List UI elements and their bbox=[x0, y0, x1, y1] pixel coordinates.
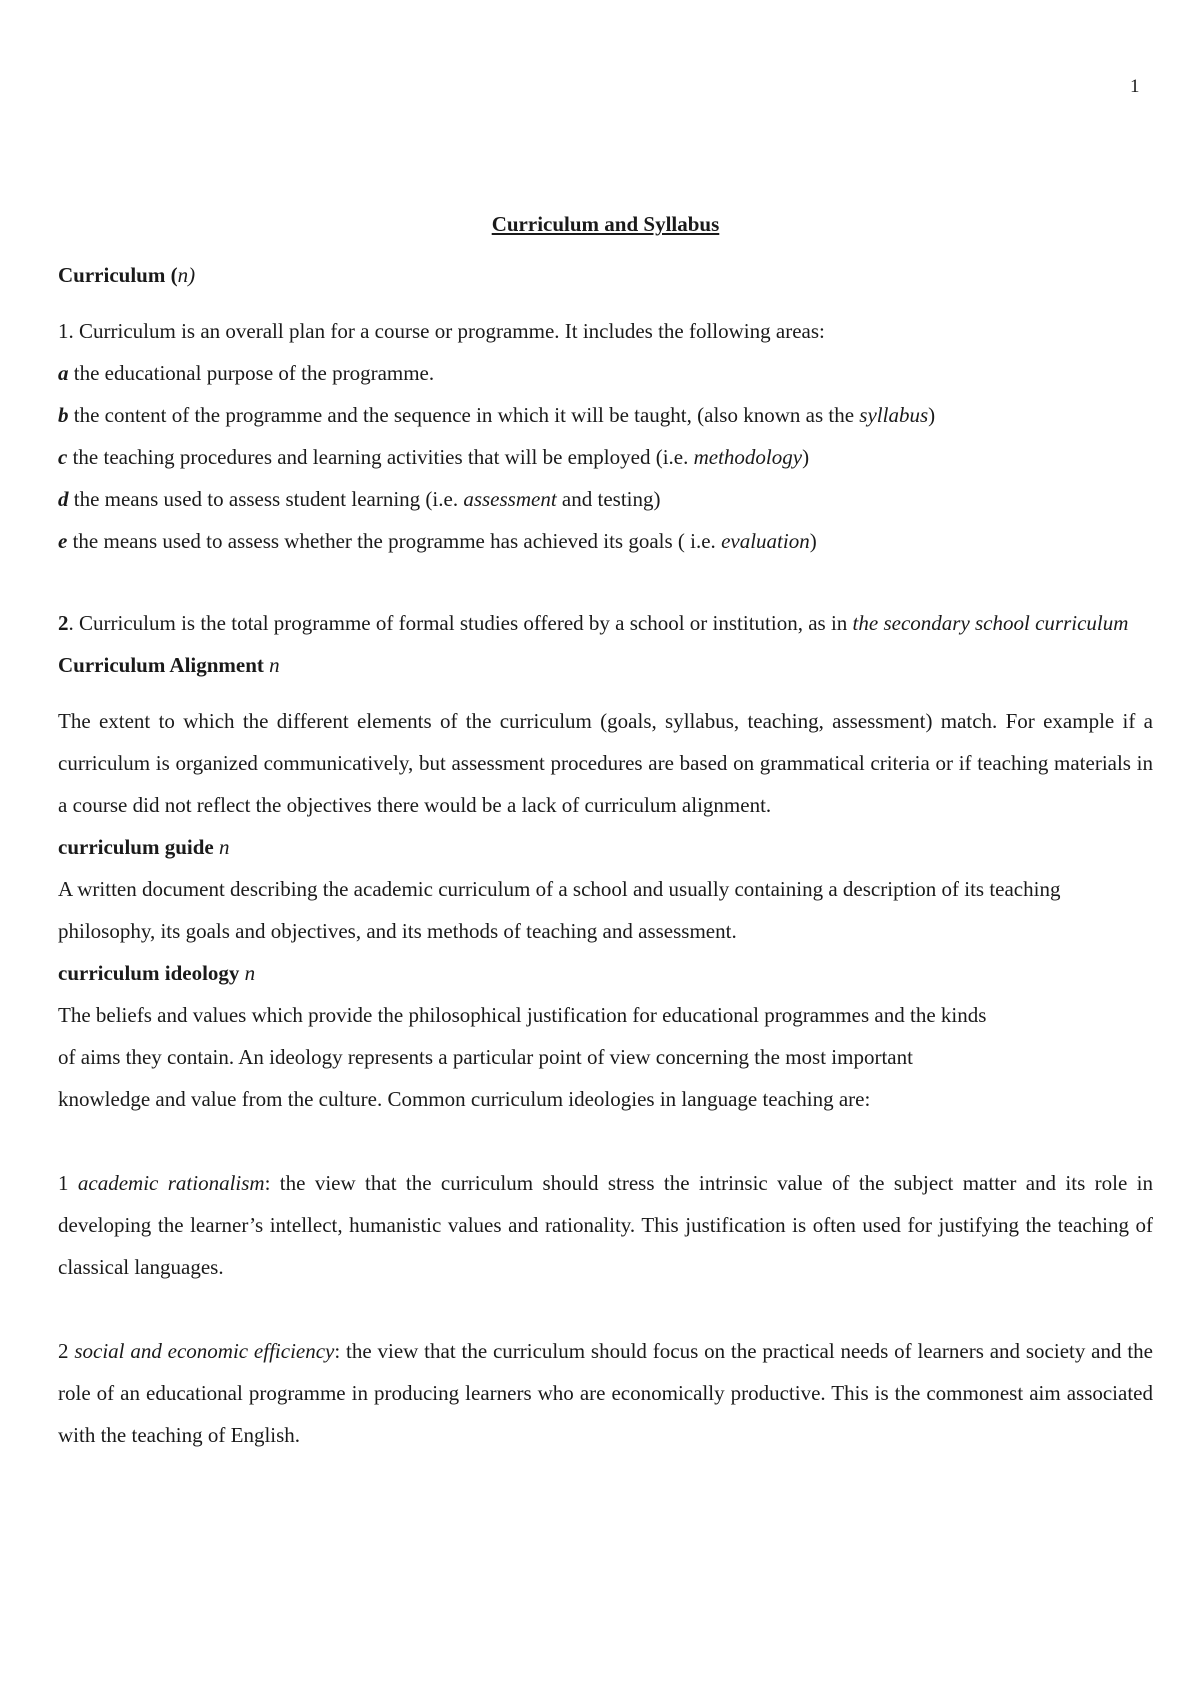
item-label: b bbox=[58, 403, 69, 427]
document-body bbox=[58, 208, 1153, 1456]
term-curriculum-ideology: curriculum ideology bbox=[58, 961, 240, 985]
list-item bbox=[58, 478, 1153, 520]
list-item bbox=[58, 436, 1153, 478]
ideology-definition-line: of aims they contain. An ideology represents a particular point of view concerning the most important bbox=[58, 1045, 913, 1069]
list-item bbox=[58, 394, 1153, 436]
document-title: Curriculum and Syllabus bbox=[491, 212, 720, 236]
definition-2-text: . Curriculum is the total programme of formal studies offered by a school or institution, as in bbox=[68, 611, 853, 635]
entry-heading-guide bbox=[58, 826, 1153, 868]
pos-curriculum-close: ) bbox=[188, 263, 196, 287]
pos-curriculum-letter: n bbox=[177, 263, 189, 287]
item-text: the means used to assess student learning (i.e. bbox=[73, 487, 464, 511]
term-curriculum-alignment: Curriculum Alignment bbox=[58, 653, 264, 677]
item-text-after: ) bbox=[809, 529, 817, 553]
ideology-item-text: : the view that the curriculum should focus on the practical needs of learners and society and the role of an educational programme in producing learners who are economically productive. This is the commonest aim associated with the teaching of English. bbox=[58, 1339, 1153, 1447]
definition-2-number: 2 bbox=[58, 611, 69, 635]
ideology-item-name: social and economic efficiency bbox=[74, 1339, 335, 1363]
ideology-item-name: academic rationalism bbox=[77, 1171, 265, 1195]
item-text-after: ) bbox=[802, 445, 810, 469]
item-label: d bbox=[58, 487, 69, 511]
ideology-definition-line: The beliefs and values which provide the philosophical justification for educational programmes and the kinds bbox=[58, 1003, 987, 1027]
item-label: a bbox=[58, 361, 69, 385]
term-curriculum: Curriculum bbox=[58, 263, 166, 287]
list-item bbox=[58, 352, 1153, 394]
entry-heading-ideology bbox=[58, 952, 1153, 994]
ideology-item bbox=[58, 1330, 1153, 1456]
list-item bbox=[58, 520, 1153, 562]
term-curriculum-guide: curriculum guide bbox=[58, 835, 214, 859]
item-text: the means used to assess whether the programme has achieved its goals ( i.e. bbox=[72, 529, 722, 553]
item-text: the content of the programme and the sequence in which it will be taught, (also known as the bbox=[73, 403, 860, 427]
pos-guide: n bbox=[219, 835, 230, 859]
page-number: 1 bbox=[1130, 76, 1140, 97]
item-label: c bbox=[58, 445, 68, 469]
pos-alignment: n bbox=[269, 653, 280, 677]
item-text: the educational purpose of the programme. bbox=[73, 361, 435, 385]
definition-1-number: 1. bbox=[58, 319, 74, 343]
ideology-item-number: 1 bbox=[58, 1171, 69, 1195]
ideology-item-number: 2 bbox=[58, 1339, 69, 1363]
entry-heading-curriculum bbox=[58, 254, 1153, 296]
item-label: e bbox=[58, 529, 68, 553]
item-emphasis: syllabus bbox=[859, 403, 929, 427]
ideology-definition-line: knowledge and value from the culture. Common curriculum ideologies in language teaching are: bbox=[58, 1087, 871, 1111]
item-text-after: and testing) bbox=[556, 487, 661, 511]
pos-ideology: n bbox=[244, 961, 256, 985]
ideology-item bbox=[58, 1162, 1153, 1288]
definition-1-text: Curriculum is an overall plan for a course or programme. It includes the following areas: bbox=[79, 319, 825, 343]
item-text: the teaching procedures and learning activities that will be employed (i.e. bbox=[72, 445, 694, 469]
item-emphasis: methodology bbox=[693, 445, 803, 469]
definition-1 bbox=[58, 310, 1153, 352]
definition-2-example: the secondary school curriculum bbox=[852, 611, 1129, 635]
item-emphasis: evaluation bbox=[721, 529, 810, 553]
entry-heading-alignment bbox=[58, 644, 1153, 686]
pos-open-paren: ( bbox=[170, 263, 178, 287]
definition-2 bbox=[58, 602, 1153, 644]
item-emphasis: assessment bbox=[463, 487, 557, 511]
guide-definition: A written document describing the academic curriculum of a school and usually containing a description of its teaching philosophy, its goals and objectives, and its methods of teaching and assessment. bbox=[58, 877, 1061, 943]
alignment-definition: The extent to which the different elements of the curriculum (goals, syllabus, teaching, assessment) match. For example if a curriculum is organized communicatively, but assessment procedures are based on grammatical criteria or if teaching materials in a course did not reflect the objectives there would be a lack of curriculum alignment. bbox=[58, 709, 1153, 817]
item-text-after: ) bbox=[928, 403, 936, 427]
ideology-item-text: : the view that the curriculum should stress the intrinsic value of the subject matter and its role in developing the learner’s intellect, humanistic values and rationality. This justification is often used for justifying the teaching of classical languages. bbox=[58, 1171, 1154, 1279]
